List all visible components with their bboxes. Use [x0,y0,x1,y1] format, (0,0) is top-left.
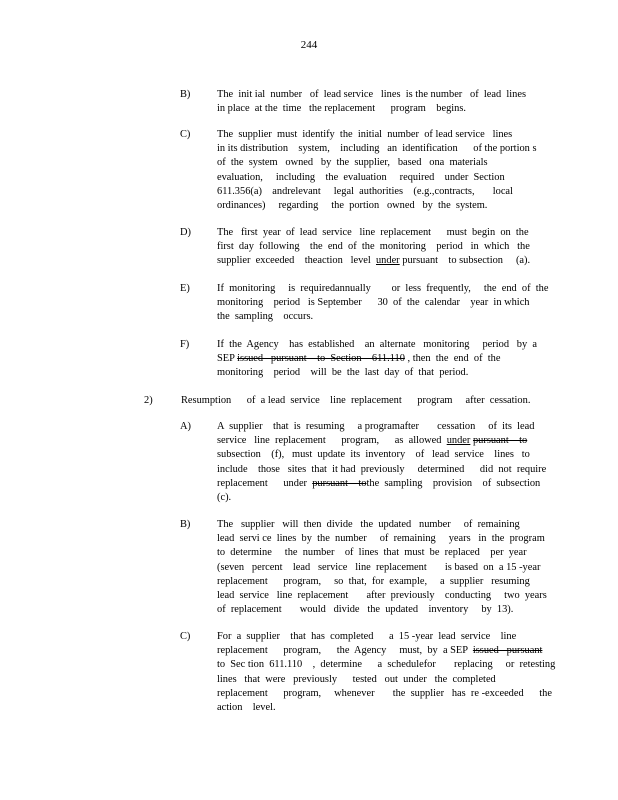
section-heading-text: Resumption of a lead service line replacement program after cessation. [181,395,531,406]
text-line: The init ial number of lead service lines is the number of lead lines [217,89,527,100]
subsection-label: B) [180,89,191,100]
text-line: monitoring period is September 30 of the calendar year in which [217,297,530,309]
text-line: in its distribution system, including an identification of the portion s [217,143,537,155]
subsection-label: C) [180,631,191,642]
text-line: replacement program, whenever the supplier has re -exceeded the [217,687,552,699]
text-fragment: replacement program, the Agency must, by a SEP [217,645,468,657]
struck-text: pursuant to [472,435,528,447]
text-line [217,434,546,448]
text-line: A supplier that is resuming a programafter cessation of its lead [217,421,535,432]
underlined-insertion: under [375,255,400,267]
subsection-text [217,128,536,213]
text-fragment: replacement under [217,477,308,489]
text-fragment: SEP [217,353,235,365]
text-line: in place at the time the replacement program begins. [217,103,466,115]
text-line: the sampling occurs. [217,311,314,323]
text-line: lines that were previously tested out under the completed [217,673,496,685]
text-line: ordinances) regarding the portion owned by the system. [217,200,488,212]
struck-text: pursuant to [312,477,367,489]
text-fragment: the sampling provision of subsection [366,477,541,489]
text-line [217,254,530,268]
text-line: lead servi ce lines by the number of remaining years in the program [217,533,545,545]
text-line [217,477,546,491]
text-line: to determine the number of lines that must be replaced per year [217,547,527,559]
text-line: (c). [217,492,232,504]
subsection-label: D) [180,227,191,238]
struck-text: issued pursuant to Section 611.110 [237,353,405,365]
subsection-label: F) [180,339,190,350]
subsection-text [217,282,548,325]
page-number: 244 [300,39,318,51]
text-line: evaluation, including the evaluation required under Section [217,171,505,183]
subsection-label: A) [180,421,191,432]
text-line: include those sites that it had previously determined did not require [217,463,547,475]
text-line: monitoring period will be the last day of that period. [217,367,469,379]
text-line: 611.356(a) andrelevant legal authorities (e.g.,contracts, local [217,185,513,197]
text-line: (seven percent lead service line replacement is based on a 15 -year [217,561,541,573]
text-line: The supplier will then divide the updated number of remaining [217,519,520,530]
text-line: first day following the end of the monitoring period in which the [217,241,530,253]
text-line: of the system owned by the supplier, based ona materials [217,157,488,169]
text-line: lead service line replacement after previously conducting two years [217,590,547,602]
text-line: to Sec tion 611.110 , determine a schedulefor replacing or retesting [217,659,556,671]
section-label: 2) [144,395,153,406]
subsection-label: B) [180,519,191,530]
text-fragment: service line replacement program, as allowed [217,435,442,447]
subsection-text [217,518,547,617]
subsection-label: C) [180,129,191,140]
text-line: If the Agency has established an alternate monitoring period by a [217,339,538,350]
subsection-text [217,338,537,381]
text-line: replacement program, so that, for example, a supplier resuming [217,575,530,587]
subsection-text [217,420,546,505]
text-fragment: , then the end of the [404,353,501,365]
text-line: action level. [217,702,276,714]
text-line: For a supplier that has completed a 15 -year lead service line [217,631,517,642]
text-line: The first year of lead service line replacement must begin on the [217,227,529,238]
text-line [217,352,537,366]
text-line [217,644,555,658]
struck-text: issued pursuant [472,645,543,657]
subsection-label: E) [180,283,190,294]
subsection-text [217,88,526,116]
text-line: If monitoring is requiredannually or less frequently, the end of the [217,283,549,294]
subsection-text [217,630,555,715]
text-line: of replacement would divide the updated inventory by 13). [217,604,514,616]
text-fragment: pursuant to subsection (a). [399,255,531,267]
text-fragment: supplier exceeded theaction level [217,255,371,267]
text-line: The supplier must identify the initial number of lead service lines [217,129,513,140]
underlined-insertion: under [446,435,471,447]
text-line: subsection (f), must update its inventory of lead service lines to [217,449,530,461]
subsection-text [217,226,530,269]
